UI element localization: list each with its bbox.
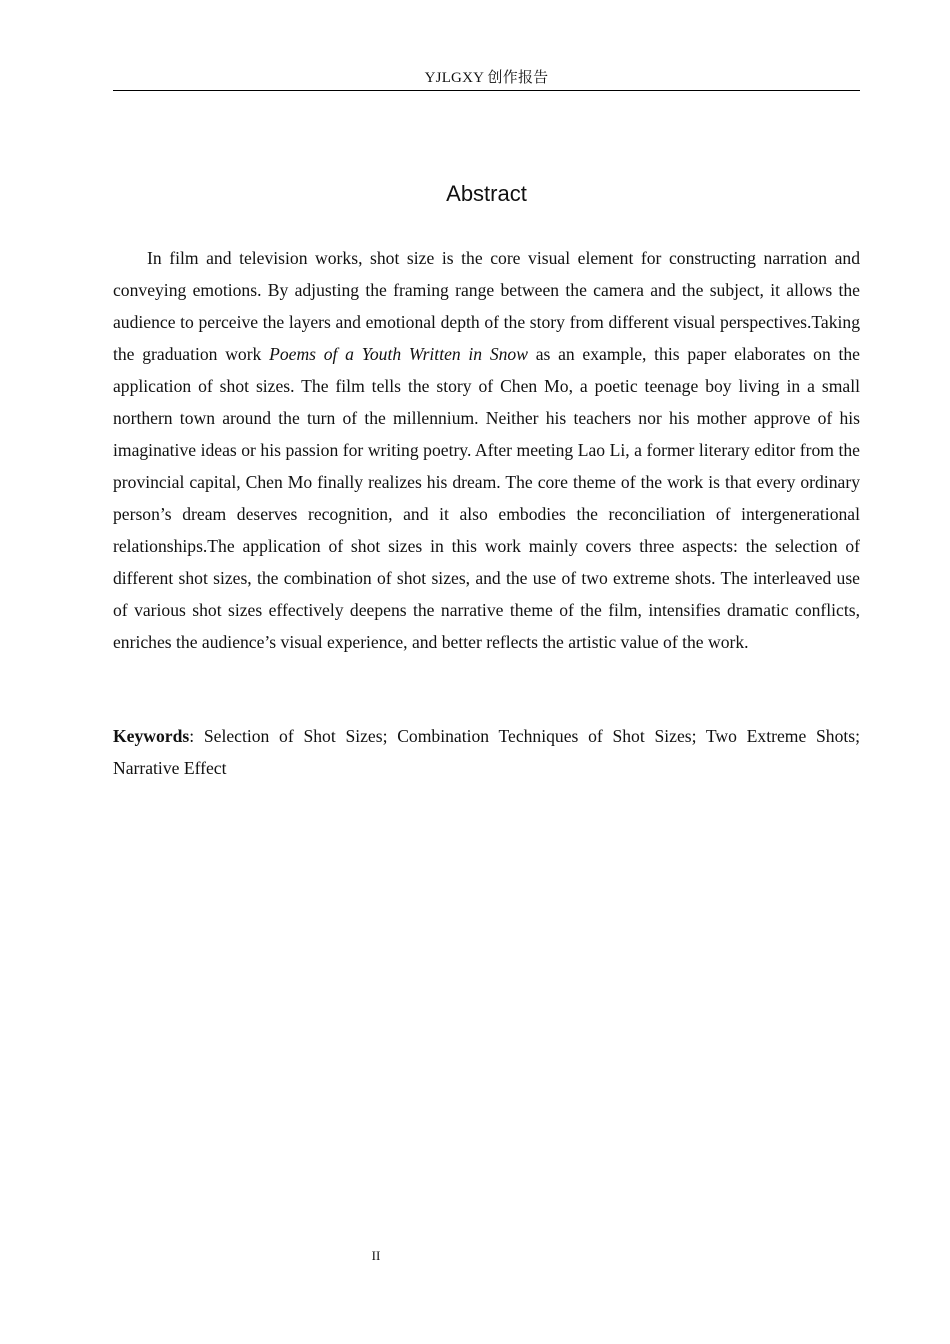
running-header: YJLGXY 创作报告 [424,70,549,86]
abstract-paragraph [113,242,860,658]
work-title: Poems of a Youth Written in Snow [269,344,528,364]
keywords-label: Keywords [113,726,190,746]
page-number: II [371,1248,381,1263]
abstract-text-part-1: In film and television works, shot size is the core visual element for constructing narration and conveying emotions. By adjusting the framing range between the camera and the subject, it allows the audience to perceive the layers and emotional depth of the story from different visual perspectives.Taking the graduation work [113,248,860,364]
abstract-heading: Abstract [446,181,527,206]
abstract-text-part-2: as an example, this paper elaborates on the application of shot sizes. The film tells the story of Chen Mo, a poetic teenage boy living in a small northern town around the turn of the millennium. Neither his teachers nor his mother approve of his imaginative ideas or his passion for writing poetry. After meeting Lao Li, a former literary editor from the provincial capital, Chen Mo finally realizes his dream. The core theme of the work is that every ordinary person’s dream deserves recognition, and it also embodies the reconciliation of intergenerational relationships.The application of shot sizes in this work mainly covers three aspects: the selection of different shot sizes, the combination of shot sizes, and the use of two extreme shots. The interleaved use of various shot sizes effectively deepens the narrative theme of the film, intensifies dramatic conflicts, enriches the audience’s visual experience, and better reflects the artistic value of the work. [113,344,860,652]
header-divider [113,90,860,91]
keywords-paragraph [113,720,860,784]
keywords-list: : Selection of Shot Sizes; Combination Techniques of Shot Sizes; Two Extreme Shots; Narrative Effect [113,726,860,778]
